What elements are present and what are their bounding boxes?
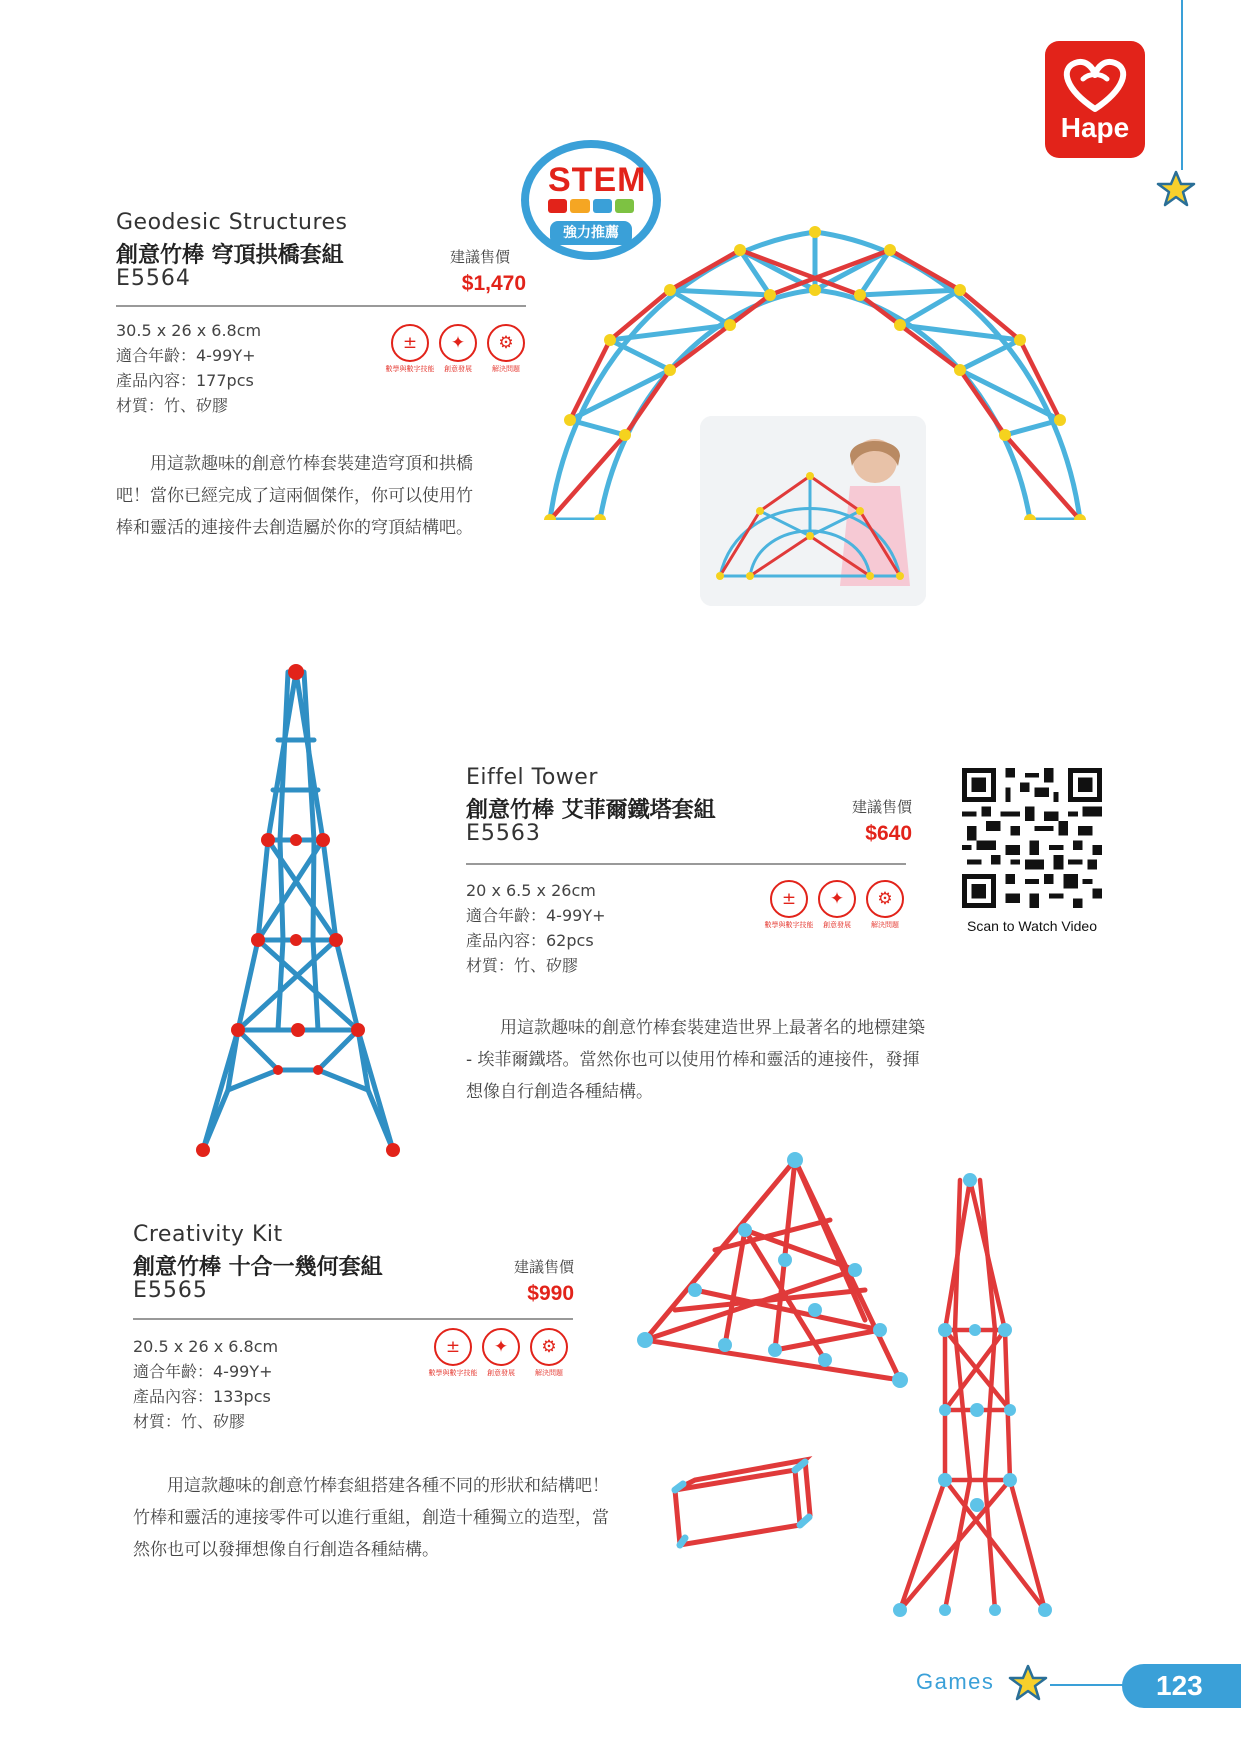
product3-divider [133,1318,573,1320]
product1-zh-name: 創意竹棒 穹頂拱橋套組 [116,243,344,268]
product1-material: 材質：竹、矽膠 [116,396,229,415]
product3-contents: 產品內容：133pcs [133,1387,271,1406]
star-icon [1156,170,1196,208]
product3-price-label: 建議售價 [513,1258,574,1276]
problem-solving-gear-icon: ⚙ [487,324,525,362]
stem-badge-subtitle: 強力推薦 [550,221,632,245]
product3-age: 適合年齡：4-99Y+ [133,1362,273,1381]
product2-skill-icons [764,880,906,929]
hape-logo [1045,41,1145,158]
product3-en-name: Creativity Kit [133,1222,283,1247]
product3-skill-1: 數學與數字技能 [428,1369,478,1377]
product1-description: 用這款趣味的創意竹棒套裝建造穹頂和拱橋吧！當你已經完成了這兩個傑作，你可以使用竹棒和靈活的連接件去創造屬於你的穹頂結構吧。 [116,454,473,538]
creativity-kit-image [625,1140,1070,1620]
problem-solving-gear-icon: ⚙ [866,880,904,918]
qr-code[interactable] [962,768,1102,908]
product1-size: 30.5 x 26 x 6.8cm [116,321,262,340]
product3-price: $990 [527,1282,574,1305]
product3-skill-3: 解決問題 [535,1369,563,1377]
product1-code: E5564 [116,266,191,291]
product2-skill-3: 解決問題 [871,921,899,929]
product1-en-name: Geodesic Structures [116,210,348,235]
product2-contents: 產品內容：62pcs [466,931,594,950]
product2-divider [466,863,906,865]
product3-specs [133,1334,278,1434]
product2-specs [466,878,606,978]
product2-zh-name: 創意竹棒 艾菲爾鐵塔套組 [466,798,716,823]
product2-en-name: Eiffel Tower [466,765,598,790]
product2-material: 材質：竹、矽膠 [466,956,579,975]
product1-skill-3: 解決問題 [492,365,520,373]
product2-price-label: 建議售價 [851,798,912,816]
product2-age: 適合年齡：4-99Y+ [466,906,606,925]
product1-skill-1: 數學與數字技能 [385,365,435,373]
math-skill-icon: ± [434,1328,472,1366]
child-dome-photo [700,416,926,606]
product2-skill-2: 創意發展 [823,921,851,929]
product1-price: $1,470 [461,272,526,295]
footer-section-title: Games [916,1669,995,1694]
creativity-bulb-icon: ✦ [818,880,856,918]
hape-logo-text: Hape [1060,112,1130,143]
footer-star-icon [1008,1664,1048,1702]
eiffel-tower-image [118,650,444,1200]
product1-price-label: 建議售價 [449,248,510,266]
product2-description: 用這款趣味的創意竹棒套裝建造世界上最著名的地標建築 - 埃菲爾鐵塔。當然你也可以使用竹棒和靈活的連接件，發揮想像自行創造各種結構。 [466,1018,925,1102]
product2-code: E5563 [466,821,541,846]
creativity-bulb-icon: ✦ [482,1328,520,1366]
qr-caption: Scan to Watch Video [967,918,1097,934]
product1-skill-2: 創意發展 [444,365,472,373]
product1-specs [116,318,261,418]
edge-line [1181,0,1183,170]
math-skill-icon: ± [770,880,808,918]
product1-contents: 產品內容：177pcs [116,371,254,390]
hape-heart-icon [1045,49,1145,119]
product1-divider [116,305,526,307]
product3-zh-name: 創意竹棒 十合一幾何套組 [133,1255,383,1280]
product3-description: 用這款趣味的創意竹棒套組搭建各種不同的形狀和結構吧！竹棒和靈活的連接零件可以進行重組，創造十種獨立的造型，當然你也可以發揮想像自行創造各種結構。 [133,1476,609,1560]
product3-size: 20.5 x 26 x 6.8cm [133,1337,279,1356]
product3-material: 材質：竹、矽膠 [133,1412,246,1431]
footer-line [1050,1684,1125,1686]
product2-price: $640 [865,822,912,845]
product3-code: E5565 [133,1278,208,1303]
creativity-bulb-icon: ✦ [439,324,477,362]
page-number: 123 [1122,1664,1241,1708]
product2-skill-1: 數學與數字技能 [764,921,814,929]
product2-size: 20 x 6.5 x 26cm [466,881,596,900]
problem-solving-gear-icon: ⚙ [530,1328,568,1366]
product1-age: 適合年齡：4-99Y+ [116,346,256,365]
stem-badge-color-bar [548,199,634,213]
stem-badge-title: STEM [548,161,647,199]
math-skill-icon: ± [391,324,429,362]
product1-skill-icons [385,324,527,373]
product3-skill-icons [428,1328,570,1377]
product3-skill-2: 創意發展 [487,1369,515,1377]
